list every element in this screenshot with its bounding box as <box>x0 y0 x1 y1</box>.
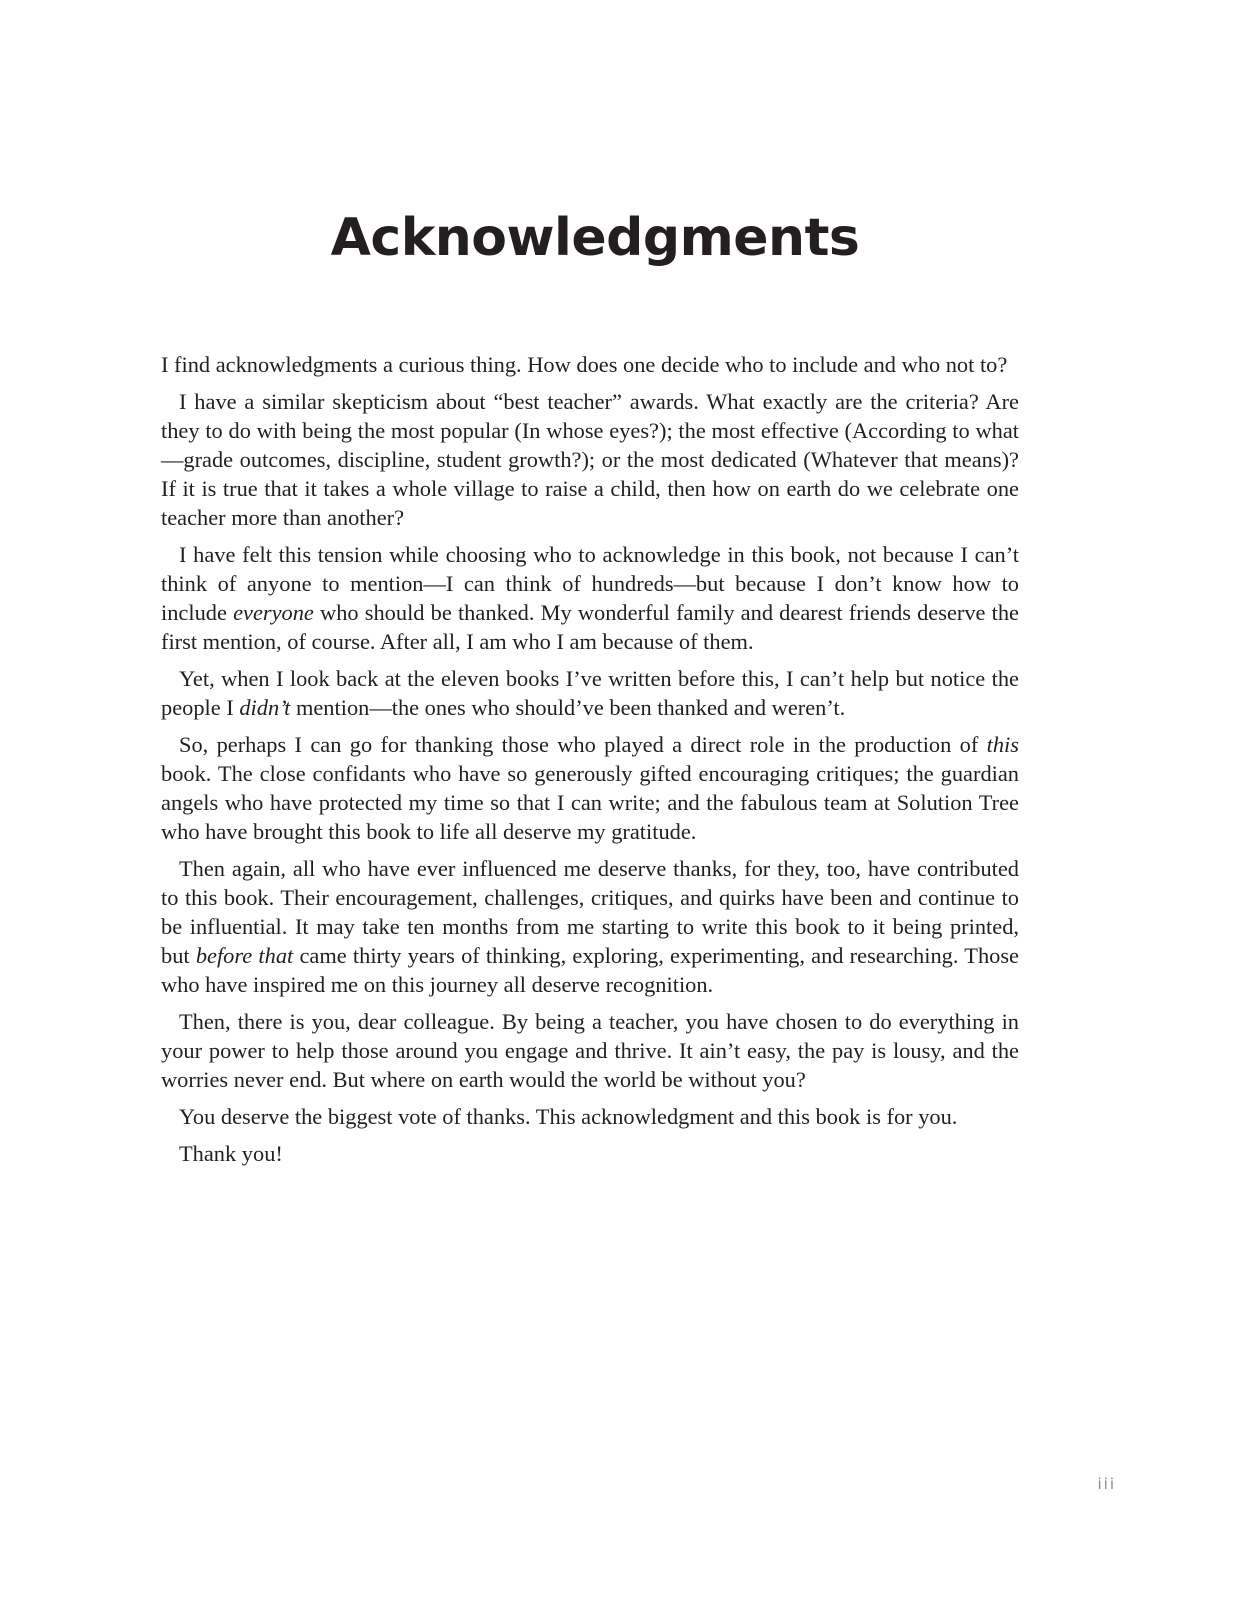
paragraph-7 <box>161 1007 1019 1094</box>
paragraph-1 <box>161 350 1019 379</box>
paragraph-5 <box>161 730 1019 846</box>
acknowledgments-body <box>161 350 1019 1176</box>
emphasis-text: before that <box>195 943 294 968</box>
paragraph-text: So, perhaps I can go for thanking those who played a direct role in the production of <box>179 732 987 757</box>
paragraph-4 <box>161 664 1019 722</box>
paragraph-text: Then again, all who have ever influenced me deserve thanks, for they, too, have contributed to this book. Their encouragement, challenges, critiques, and quirks have been and continue to be influential. It may take ten months from me starting to write this book to it being printed, but <box>161 856 1019 968</box>
emphasis-text: didn’t <box>239 695 291 720</box>
paragraph-9 <box>161 1139 1019 1168</box>
paragraph-3 <box>161 540 1019 656</box>
paragraph-text: You deserve the biggest vote of thanks. This acknowledgment and this book is for you. <box>179 1104 958 1129</box>
paragraph-text: Thank you! <box>179 1141 283 1166</box>
paragraph-6 <box>161 854 1019 999</box>
emphasis-text: everyone <box>233 600 314 625</box>
paragraph-text: came thirty years of thinking, exploring, experimenting, and researching. Those who have inspired me on this journey all deserve recognition. <box>161 943 1019 997</box>
paragraph-text: Then, there is you, dear colleague. By being a teacher, you have chosen to do everything in your power to help those around you engage and thrive. It ain’t easy, the pay is lousy, and the worries never end. But where on earth would the world be without you? <box>161 1009 1019 1092</box>
paragraph-text: I have a similar skepticism about “best teacher” awards. What exactly are the criteria? Are they to do with being the most popular (In whose eyes?); the most effective (According to what—grade outcomes, discipline, student growth?); or the most dedicated (Whatever that means)? If it is true that it takes a whole village to raise a child, then how on earth do we celebrate one teacher more than another? <box>161 389 1019 530</box>
paragraph-text: mention—the ones who should’ve been thanked and weren’t. <box>290 695 846 720</box>
paragraph-8 <box>161 1102 1019 1131</box>
paragraph-text: I have felt this tension while choosing who to acknowledge in this book, not because I can’t think of anyone to mention—I can think of hundreds—but because I don’t know how to include <box>161 542 1019 625</box>
page-title: Acknowledgments <box>330 208 860 268</box>
paragraph-text: who should be thanked. My wonderful family and dearest friends deserve the first mention, of course. After all, I am who I am because of them. <box>161 600 1019 654</box>
paragraph-text: I find acknowledgments a curious thing. How does one decide who to include and who not to? <box>161 352 1008 377</box>
page-number: iii <box>1097 1475 1116 1493</box>
paragraph-text: book. The close confidants who have so generously gifted encouraging critiques; the guardian angels who have protected my time so that I can write; and the fabulous team at Solution Tree who have brought this book to life all deserve my gratitude. <box>161 761 1019 844</box>
paragraph-text: Yet, when I look back at the eleven books I’ve written before this, I can’t help but notice the people I <box>161 666 1019 720</box>
emphasis-text: this <box>986 732 1019 757</box>
paragraph-2 <box>161 387 1019 532</box>
